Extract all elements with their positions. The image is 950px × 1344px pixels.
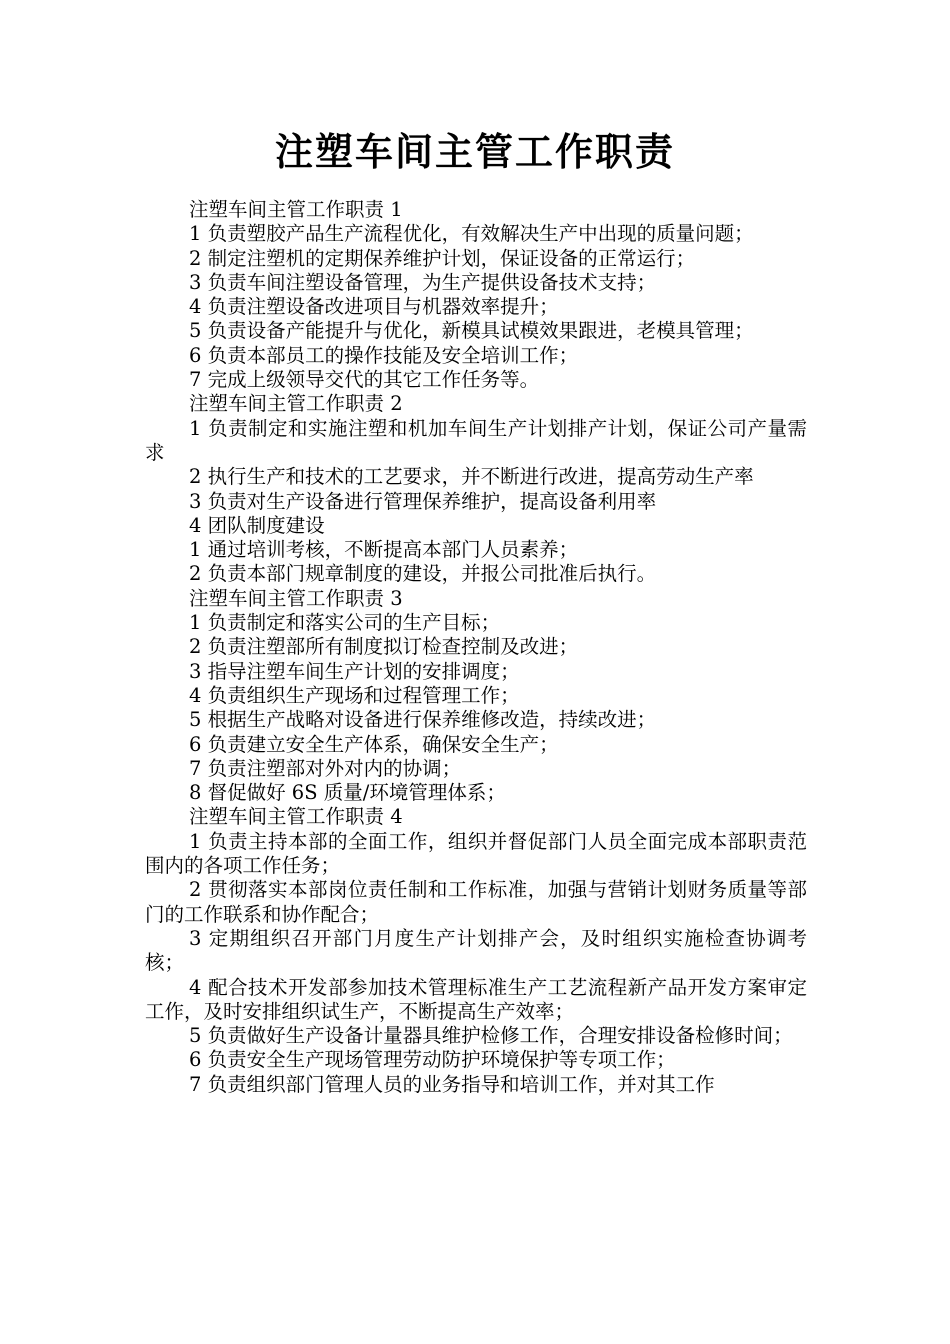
section-heading: 注塑车间主管工作职责 4 <box>189 805 403 829</box>
list-item: 6 负责建立安全生产体系，确保安全生产； <box>189 732 559 756</box>
list-item: 1 负责制定和落实公司的生产目标； <box>189 611 501 635</box>
list-item: 1 通过培训考核，不断提高本部门人员素养； <box>189 538 579 562</box>
list-item: 4 配合技术开发部参加技术管理标准生产工艺流程新产品开发方案审定工作，及时安排组织试生产，不断提高生产效率； <box>145 975 807 1023</box>
list-item: 3 负责对生产设备进行管理保养维护，提高设备利用率 <box>189 489 657 513</box>
list-item: 2 负责本部门规章制度的建设，并报公司批准后执行。 <box>189 562 657 586</box>
list-item: 7 完成上级领导交代的其它工作任务等。 <box>189 368 540 392</box>
section-heading: 注塑车间主管工作职责 2 <box>189 392 403 416</box>
list-item: 2 执行生产和技术的工艺要求，并不断进行改进，提高劳动生产率 <box>189 465 754 489</box>
document-body <box>145 198 807 1097</box>
list-item: 3 定期组织召开部门月度生产计划排产会，及时组织实施检查协调考核； <box>145 926 807 975</box>
list-item: 5 根据生产战略对设备进行保养维修改造，持续改进； <box>189 708 657 732</box>
list-item: 3 指导注塑车间生产计划的安排调度； <box>189 659 520 683</box>
section-heading: 注塑车间主管工作职责 3 <box>189 586 403 610</box>
list-item: 7 负责注塑部对外对内的协调； <box>189 756 462 780</box>
list-item: 8 督促做好 6S 质量/环境管理体系； <box>189 781 506 805</box>
list-item: 5 负责做好生产设备计量器具维护检修工作，合理安排设备检修时间； <box>189 1024 793 1048</box>
section-heading: 注塑车间主管工作职责 1 <box>189 198 403 221</box>
list-item: 2 负责注塑部所有制度拟订检查控制及改进； <box>189 635 579 659</box>
list-item: 5 负责设备产能提升与优化，新模具试模效果跟进，老模具管理； <box>189 319 754 343</box>
list-item: 3 负责车间注塑设备管理，为生产提供设备技术支持； <box>189 270 657 294</box>
list-item: 4 负责组织生产现场和过程管理工作； <box>189 683 520 707</box>
list-item: 2 贯彻落实本部岗位责任制和工作标准，加强与营销计划财务质量等部门的工作联系和协作配合； <box>145 878 807 926</box>
list-item: 7 负责组织部门管理人员的业务指导和培训工作，并对其工作 <box>189 1072 715 1096</box>
list-item: 6 负责本部员工的操作技能及安全培训工作； <box>189 343 579 367</box>
list-item: 4 负责注塑设备改进项目与机器效率提升； <box>189 295 559 319</box>
list-item: 1 负责塑胶产品生产流程优化，有效解决生产中出现的质量问题； <box>189 222 754 246</box>
list-item: 1 负责制定和实施注塑和机加车间生产计划排产计划，保证公司产量需求 <box>145 416 807 464</box>
list-item: 2 制定注塑机的定期保养维护计划，保证设备的正常运行； <box>189 246 696 270</box>
list-item: 6 负责安全生产现场管理劳动防护环境保护等专项工作； <box>189 1048 676 1072</box>
list-item: 4 团队制度建设 <box>189 513 325 537</box>
document-title: 注塑车间主管工作职责 <box>274 130 675 174</box>
list-item: 1 负责主持本部的全面工作，组织并督促部门人员全面完成本部职责范围内的各项工作任务； <box>145 829 807 878</box>
